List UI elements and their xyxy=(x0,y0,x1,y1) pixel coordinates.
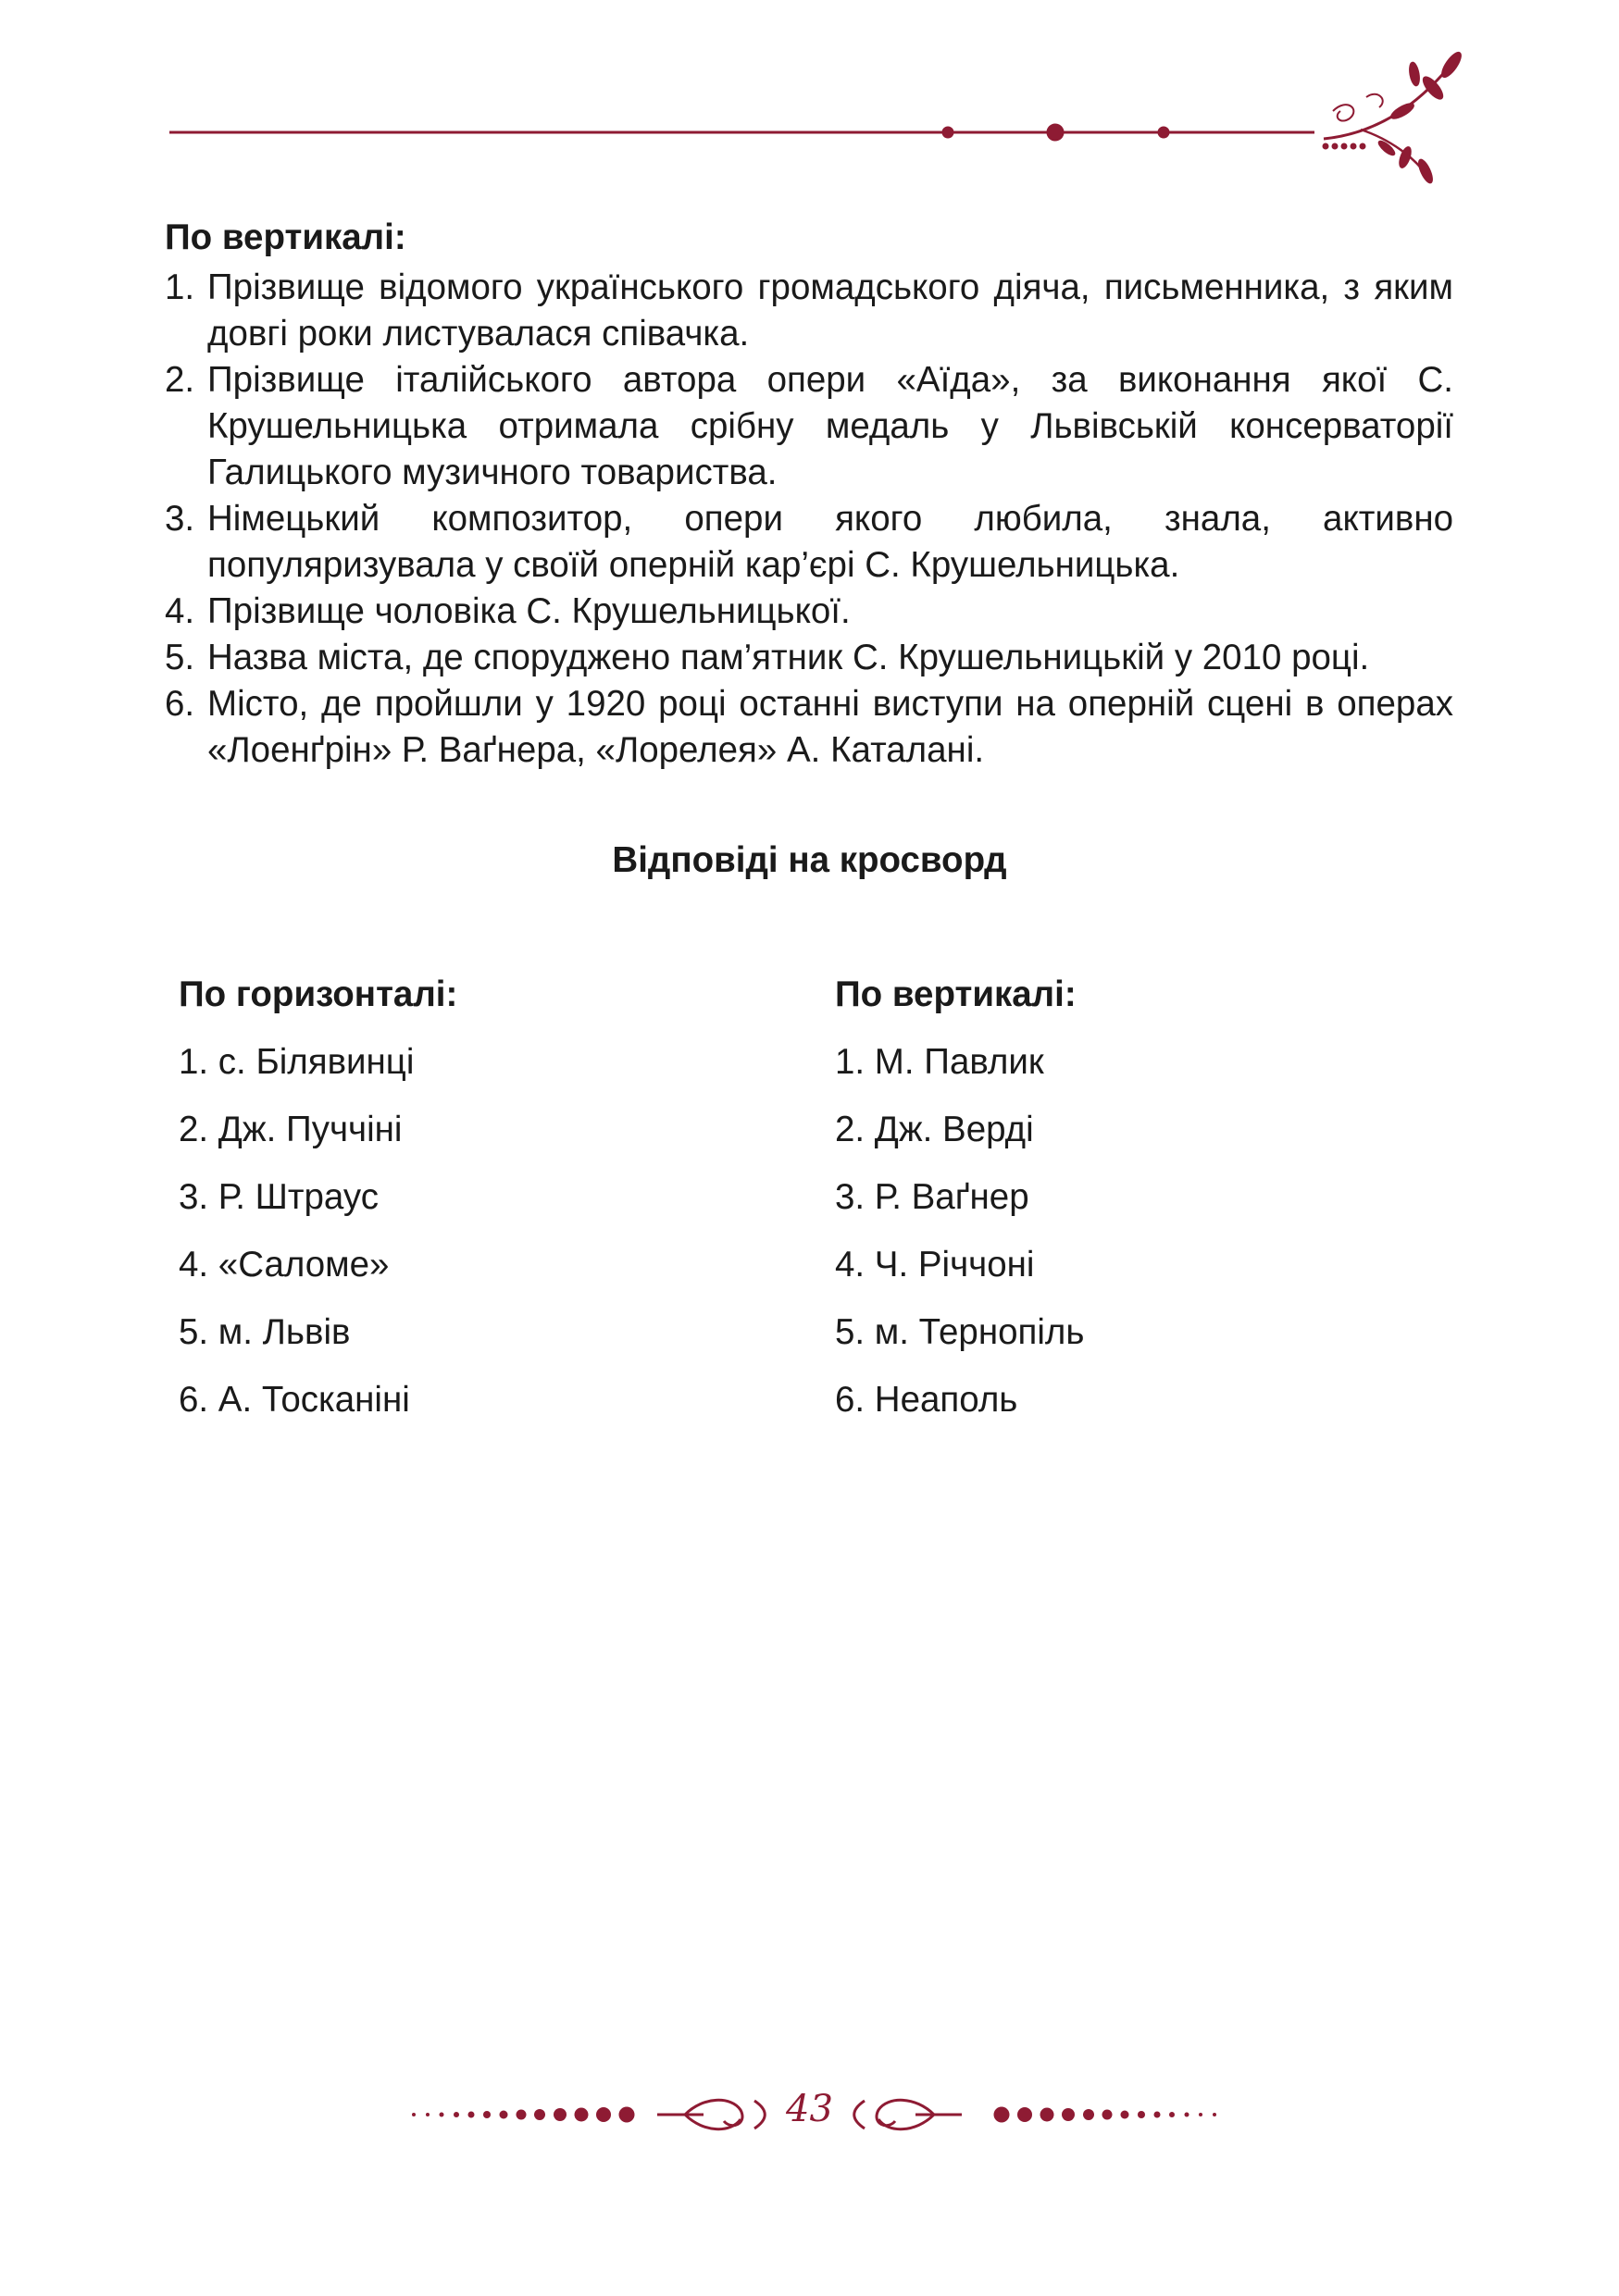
clue-item xyxy=(165,681,1453,774)
clue-number: 5. xyxy=(165,638,195,677)
answers-vertical-column xyxy=(835,972,1084,1445)
answer-item: 3. Р. Ваґнер xyxy=(835,1177,1029,1217)
clue-item xyxy=(165,589,1453,635)
clue-item xyxy=(165,635,1453,681)
vertical-clues xyxy=(165,215,1453,774)
clue-text: Прізвище відомого українського громадського діяча, письменника, з яким довгі роки листувалася співачка. xyxy=(207,267,1453,354)
clue-item xyxy=(165,496,1453,589)
clue-number: 2. xyxy=(165,360,195,400)
answers-horizontal-heading: По горизонталі: xyxy=(179,974,458,1014)
clue-item xyxy=(165,265,1453,357)
clue-number: 1. xyxy=(165,267,195,307)
answer-item: 1. М. Павлик xyxy=(835,1042,1044,1082)
answer-item: 6. А. Тосканіні xyxy=(179,1380,410,1420)
answer-item: 6. Неаполь xyxy=(835,1380,1018,1420)
clue-number: 4. xyxy=(165,591,195,631)
answers-title: Відповіді на кросворд xyxy=(612,840,1007,880)
answer-item: 2. Дж. Пуччіні xyxy=(179,1110,403,1149)
clue-text: Прізвище чоловіка С. Крушельницької. xyxy=(207,591,851,631)
answer-item: 4. «Саломе» xyxy=(179,1245,390,1285)
clue-item xyxy=(165,357,1453,496)
clue-text: Місто, де пройшли у 1920 році останні виступи на оперній сцені в операх «Лоенґрін» Р. Ваґнера, «Лорелея» А. Каталані. xyxy=(207,684,1453,770)
page-number: 43 xyxy=(786,2088,833,2130)
answer-item: 1. с. Білявинці xyxy=(179,1042,415,1082)
clue-text: Назва міста, де споруджено пам’ятник С. Крушельницькій у 2010 році. xyxy=(207,638,1370,677)
clue-number: 6. xyxy=(165,684,195,724)
clue-text: Німецький композитор, опери якого любила, знала, активно популяризувала у своїй оперній кар’єрі С. Крушельницька. xyxy=(207,499,1453,585)
header-ornament xyxy=(0,0,1619,204)
answer-item: 2. Дж. Верді xyxy=(835,1110,1034,1149)
answers-horizontal-column xyxy=(179,972,457,1445)
answer-item: 4. Ч. Річчоні xyxy=(835,1245,1035,1285)
answer-item: 3. Р. Штраус xyxy=(179,1177,379,1217)
clues-list xyxy=(165,265,1453,774)
branch-ornament xyxy=(1323,49,1464,184)
header-rule xyxy=(169,124,1314,141)
clue-text: Прізвище італійського автора опери «Аїда», за виконання якої С. Крушельницька отримала срібну медаль у Львівській консерваторії Галицького музичного товариства. xyxy=(207,360,1453,492)
answer-item: 5. м. Тернопіль xyxy=(835,1312,1085,1352)
answer-item: 5. м. Львів xyxy=(179,1312,351,1352)
answers-vertical-heading: По вертикалі: xyxy=(835,974,1077,1014)
clue-number: 3. xyxy=(165,499,195,539)
clues-heading: По вертикалі: xyxy=(165,217,406,257)
